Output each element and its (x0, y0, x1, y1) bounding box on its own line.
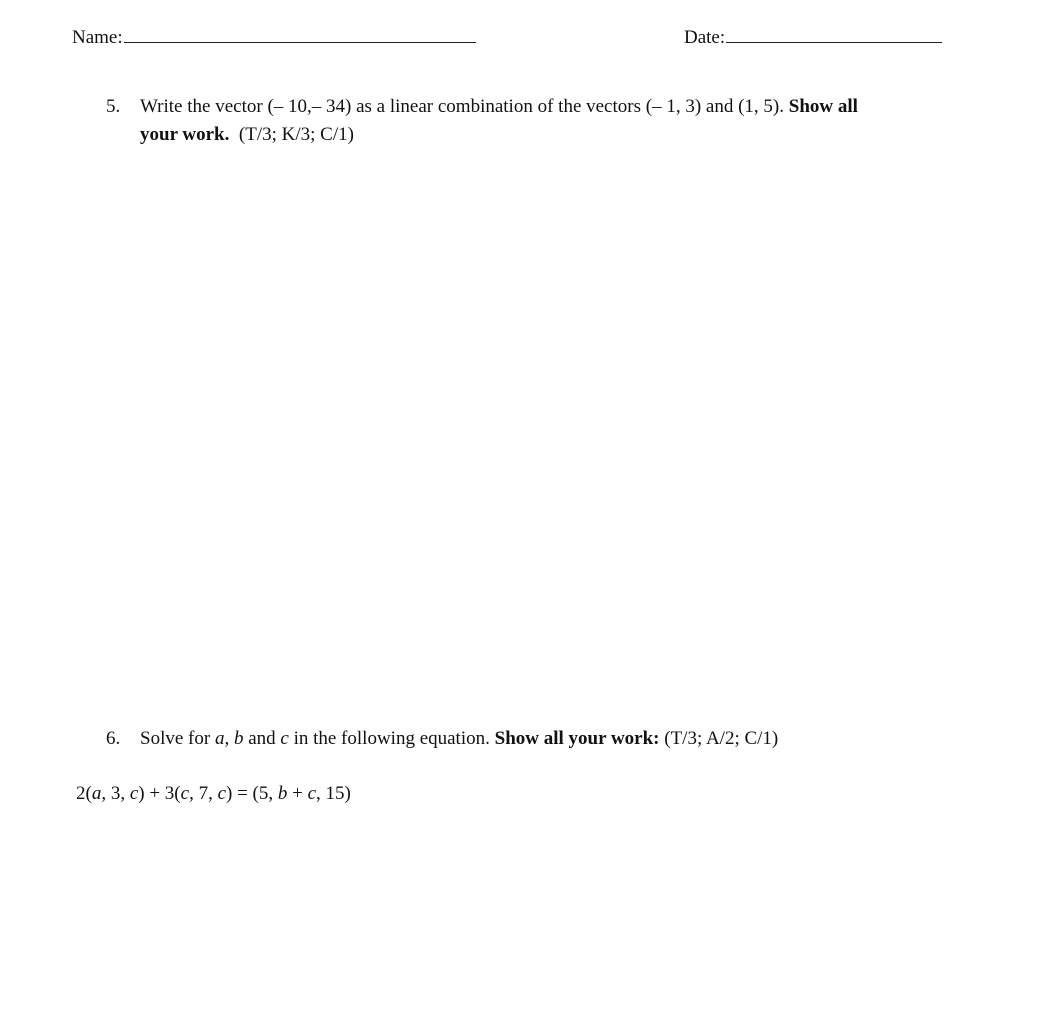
question-6 (106, 728, 778, 750)
equation-variable: c (129, 783, 139, 804)
equation-part: , 3, (101, 783, 130, 804)
equation (76, 783, 351, 805)
equation-variable: c (217, 783, 227, 804)
instruction-bold: your work. (140, 124, 230, 145)
answer-space-q6[interactable] (72, 820, 972, 1020)
date-blank-line[interactable] (726, 41, 942, 43)
equation-part: ) + 3( (138, 783, 181, 804)
date-field[interactable] (684, 27, 942, 49)
vector-a: (– 1, 3) (645, 96, 702, 117)
question-5-line-2 (140, 124, 354, 146)
instruction-bold: Show all your work: (494, 728, 660, 749)
vector-target: (– 10,– 34) (267, 96, 352, 117)
equation-variable: b (277, 783, 288, 804)
date-label: Date: (684, 27, 726, 48)
name-field[interactable] (72, 27, 476, 49)
question-text: and (243, 728, 281, 749)
variable-a: a (214, 728, 225, 749)
variable-b: b (233, 728, 244, 749)
question-5 (106, 96, 858, 118)
equation-part: , 15) (316, 783, 351, 804)
equation-variable: c (180, 783, 190, 804)
name-blank-line[interactable] (124, 41, 476, 43)
vector-b: (1, 5) (738, 96, 780, 117)
answer-space-q5[interactable] (72, 160, 972, 700)
name-label: Name: (72, 27, 123, 48)
question-number: 6. (106, 728, 121, 749)
question-text: Solve for (140, 728, 215, 749)
question-text: as a linear combination of the vectors (351, 96, 646, 117)
instruction-bold: Show all (788, 96, 858, 117)
marks: (T/3; A/2; C/1) (659, 728, 779, 749)
variable-c: c (280, 728, 289, 749)
equation-part: , 7, (189, 783, 218, 804)
question-number: 5. (106, 96, 121, 117)
equation-variable: a (91, 783, 102, 804)
question-text: in the following equation. (288, 728, 495, 749)
question-text: and (701, 96, 739, 117)
equation-part: 2( (76, 783, 92, 804)
question-text: Write the vector (140, 96, 268, 117)
equation-part: ) = (5, (226, 783, 278, 804)
marks: (T/3; K/3; C/1) (238, 124, 354, 145)
equation-part: + (287, 783, 308, 804)
question-text: . (779, 96, 789, 117)
question-text: , (224, 728, 234, 749)
equation-variable: c (307, 783, 317, 804)
